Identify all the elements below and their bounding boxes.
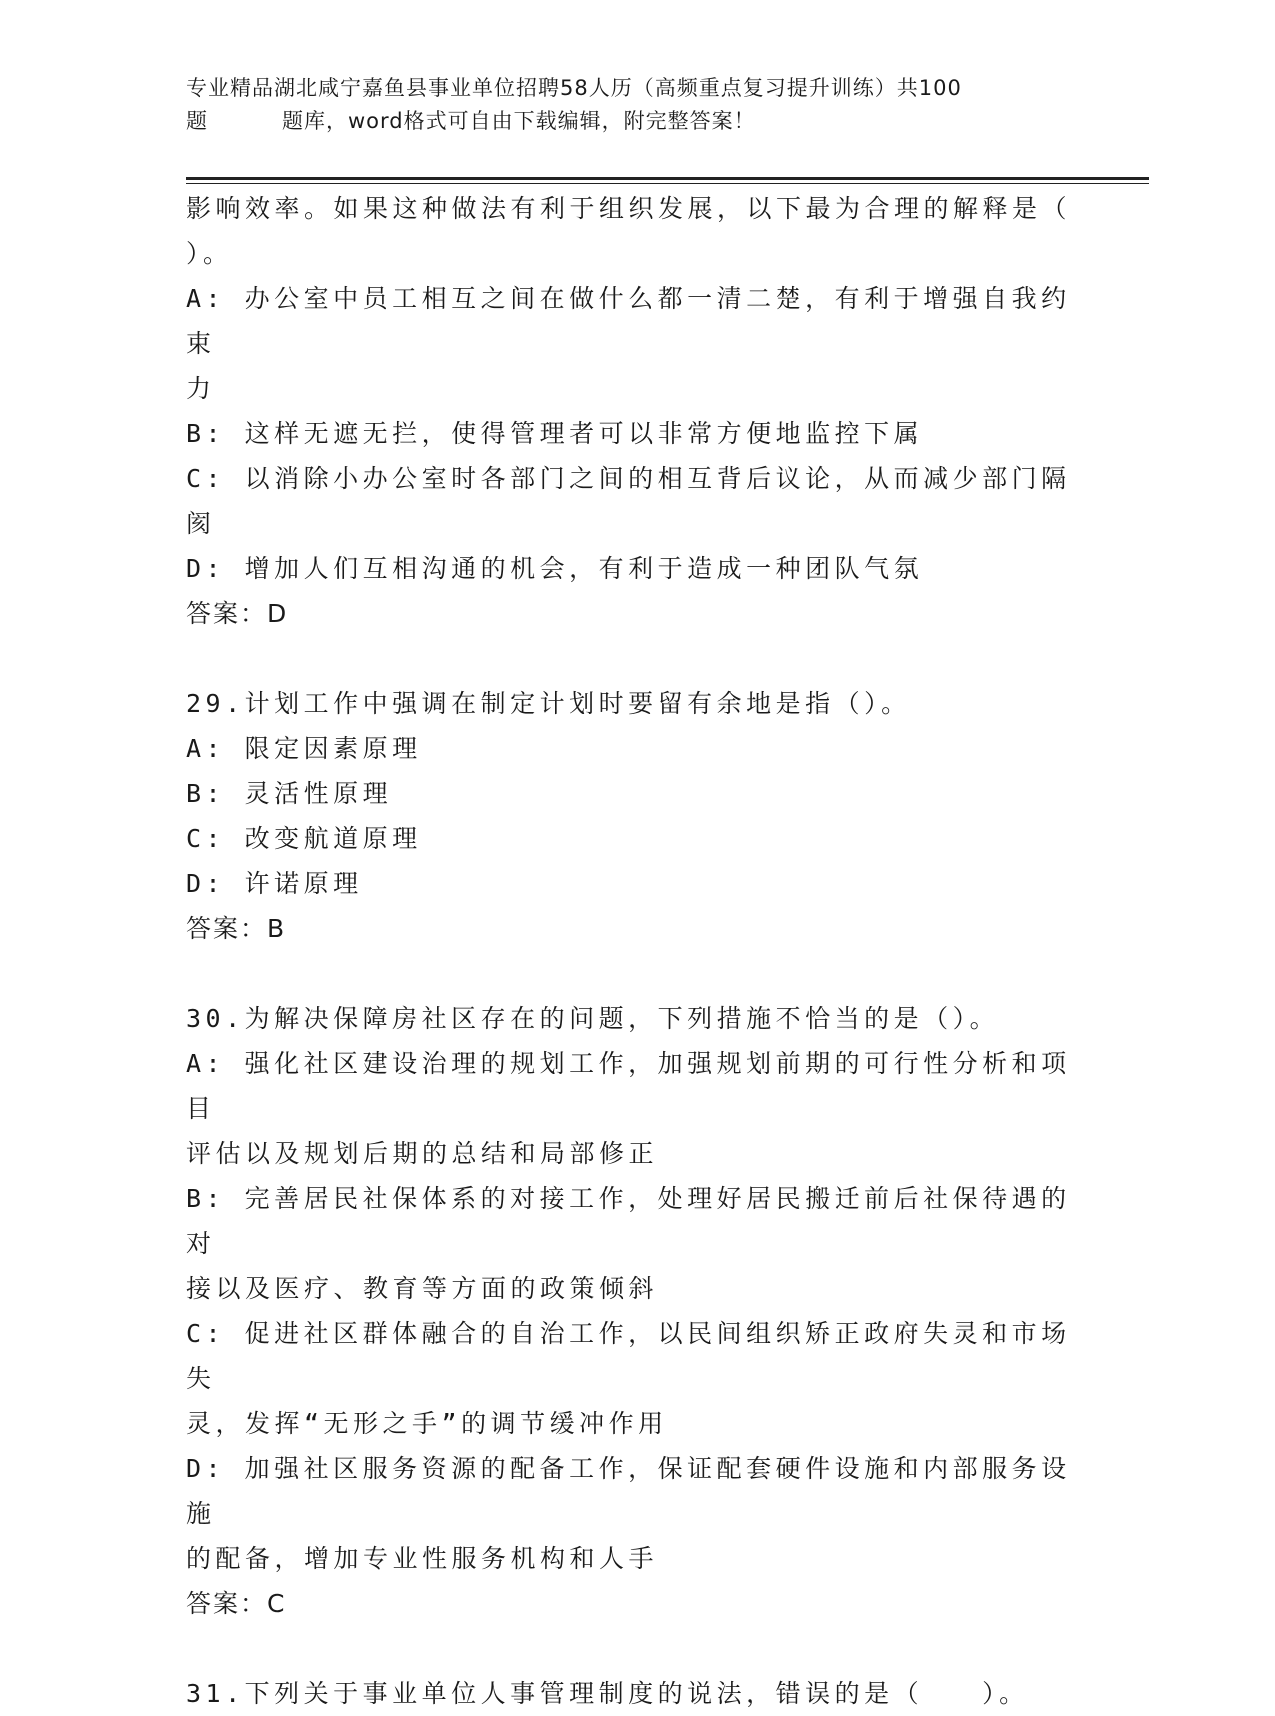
spacer xyxy=(186,951,1086,996)
option-a: A: 办公室中员工相互之间在做什么都一清二楚，有利于增强自我约束 xyxy=(186,284,1071,358)
page-header xyxy=(186,72,1086,138)
header-title-line-1: 专业精品湖北咸宁嘉鱼县事业单位招聘58人历（高频重点复习提升训练）共100 xyxy=(186,76,962,100)
header-title-line-2 xyxy=(186,105,1086,138)
option-a-continued: 评估以及规划后期的总结和局部修正 xyxy=(186,1139,659,1168)
option-b-continued: 接以及医疗、教育等方面的政策倾斜 xyxy=(186,1274,659,1303)
question-stem: 29.计划工作中强调在制定计划时要留有余地是指（）。 xyxy=(186,689,911,718)
question-28 xyxy=(186,186,1086,636)
spacer xyxy=(186,636,1086,681)
question-stem: 31.下列关于事业单位人事管理制度的说法，错误的是（ ）。 xyxy=(186,1679,1029,1708)
option-a: A: 强化社区建设治理的规划工作，加强规划前期的可行性分析和项目 xyxy=(186,1049,1071,1123)
option-d: D: 许诺原理 xyxy=(186,869,363,898)
option-d: D: 增加人们互相沟通的机会，有利于造成一种团队气氛 xyxy=(186,554,924,583)
option-c-continued: 灵，发挥“无形之手”的调节缓冲作用 xyxy=(186,1409,668,1438)
option-c: C: 以消除小办公室时各部门之间的相互背后议论，从而减少部门隔阂 xyxy=(186,464,1071,538)
header-rule-thin xyxy=(186,183,1149,184)
answer-label: 答案：C xyxy=(186,1589,287,1618)
option-b: B: 这样无遮无拦，使得管理者可以非常方便地监控下属 xyxy=(186,419,924,448)
question-content xyxy=(186,186,1086,1716)
option-d-continued: 的配备，增加专业性服务机构和人手 xyxy=(186,1544,659,1573)
option-a-continued: 力 xyxy=(186,374,216,403)
option-c: C: 促进社区群体融合的自治工作，以民间组织矫正政府失灵和市场失 xyxy=(186,1319,1071,1393)
option-a: A: 限定因素原理 xyxy=(186,734,422,763)
option-b: B: 完善居民社保体系的对接工作，处理好居民搬迁前后社保待遇的对 xyxy=(186,1184,1071,1258)
answer-label: 答案：B xyxy=(186,914,287,943)
question-stem: 30.为解决保障房社区存在的问题，下列措施不恰当的是（）。 xyxy=(186,1004,1000,1033)
header-title-fragment: 题 xyxy=(186,109,208,133)
answer-label: 答案：D xyxy=(186,599,289,628)
header-rule-thick xyxy=(186,177,1149,180)
header-title-continuation: 题库，word格式可自由下载编辑，附完整答案！ xyxy=(282,109,756,133)
question-29 xyxy=(186,681,1086,951)
question-31 xyxy=(186,1671,1086,1716)
question-stem-continued: ）。 xyxy=(186,239,233,268)
question-stem: 影响效率。如果这种做法有利于组织发展，以下最为合理的解释是（ xyxy=(186,194,1072,223)
question-30 xyxy=(186,996,1086,1626)
option-d: D: 加强社区服务资源的配备工作，保证配套硬件设施和内部服务设施 xyxy=(186,1454,1071,1528)
spacer xyxy=(186,1626,1086,1671)
option-b: B: 灵活性原理 xyxy=(186,779,393,808)
option-c: C: 改变航道原理 xyxy=(186,824,422,853)
